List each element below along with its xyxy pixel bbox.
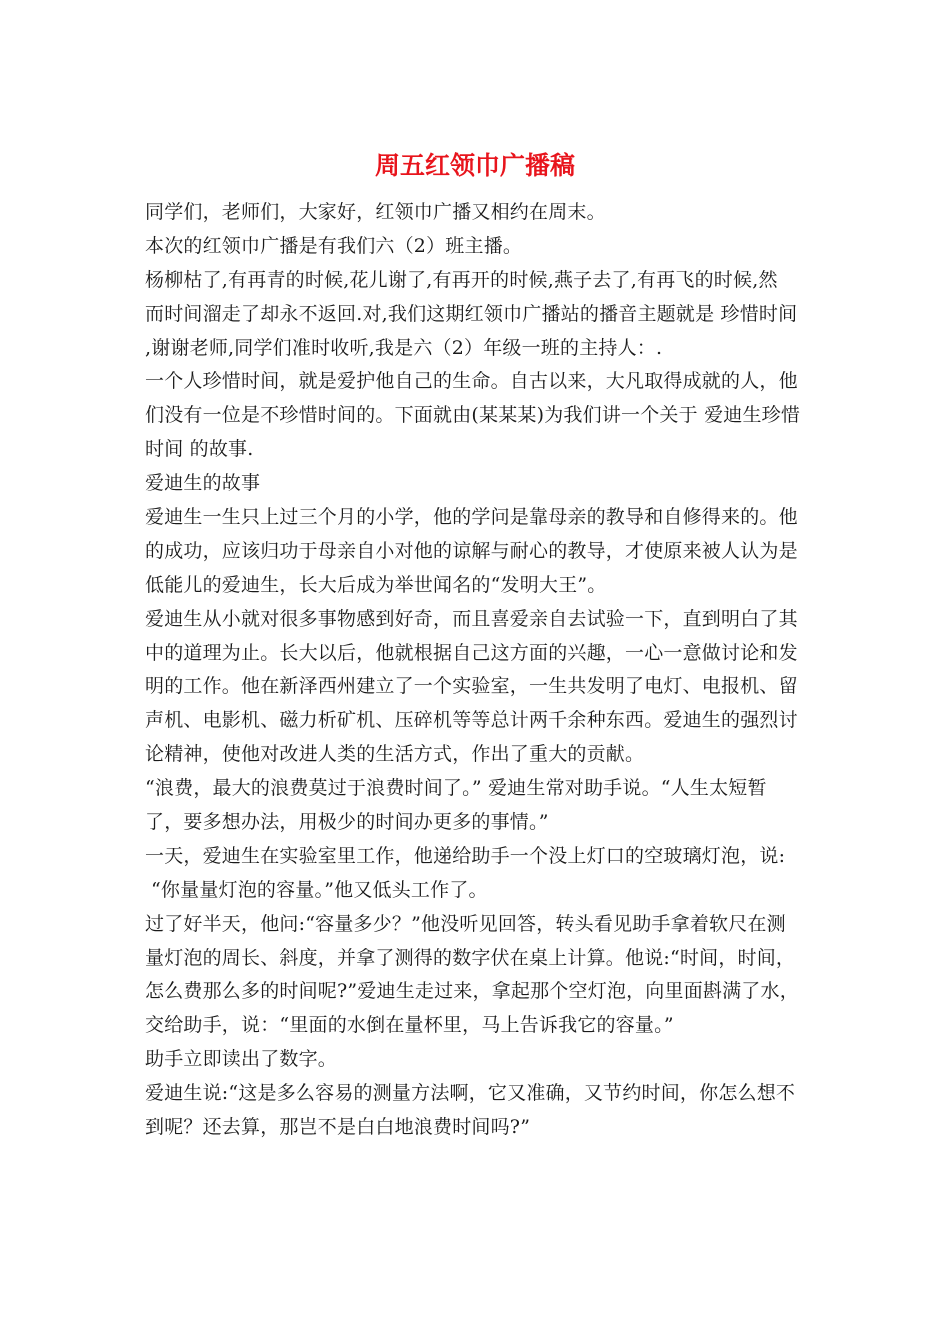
- body-line: 量灯泡的周长、斜度，并拿了测得的数字伏在桌上计算。他说:“时间，时间，: [145, 946, 796, 969]
- section-heading: 爱迪生的故事: [145, 472, 261, 495]
- document-body: [145, 196, 809, 1145]
- body-line: 而时间溜走了却永不返回.对,我们这期红领巾广播站的播音主题就是 珍惜时间: [145, 302, 798, 325]
- body-line: 爱迪生说:“这是多么容易的测量方法啊，它又准确，又节约时间，你怎么想不: [145, 1082, 796, 1105]
- body-line: 过了好半天，他问:“容量多少？”他没听见回答，转头看见助手拿着软尺在测: [145, 912, 786, 935]
- body-line: 一个人珍惜时间，就是爱护他自己的生命。自古以来，大凡取得成就的人，他: [145, 370, 798, 393]
- body-line: 了，要多想办法，用极少的时间办更多的事情。”: [145, 811, 549, 834]
- body-line: 一天，爱迪生在实验室里工作，他递给助手一个没上灯口的空玻璃灯泡，说:: [145, 844, 786, 867]
- body-line: 本次的红领巾广播是有我们六（2）班主播。: [145, 234, 523, 257]
- body-line: 声机、电影机、磁力析矿机、压碎机等等总计两千余种东西。爱迪生的强烈讨: [145, 709, 798, 732]
- body-line: “你量量灯泡的容量。”他又低头工作了。: [151, 878, 488, 901]
- body-line: 爱迪生一生只上过三个月的小学，他的学问是靠母亲的教导和自修得来的。他: [145, 506, 798, 529]
- body-line: 明的工作。他在新泽西州建立了一个实验室，一生共发明了电灯、电报机、留: [145, 675, 798, 698]
- body-line: 论精神，使他对改进人类的生活方式，作出了重大的贡献。: [145, 743, 645, 766]
- body-line: ,谢谢老师,同学们准时收听,我是六（2）年级一班的主持人：.: [145, 336, 663, 359]
- body-line: 交给助手，说：“里面的水倒在量杯里，马上告诉我它的容量。”: [145, 1014, 674, 1037]
- body-line: 到呢？还去算，那岂不是白白地浪费时间吗?”: [145, 1116, 531, 1139]
- body-line: 们没有一位是不珍惜时间的。下面就由(某某某)为我们讲一个关于 爱迪生珍惜: [145, 404, 801, 427]
- body-line: 的成功，应该归功于母亲自小对他的谅解与耐心的教导，才使原来被人认为是: [145, 539, 798, 562]
- body-line: 怎么费那么多的时间呢?”爱迪生走过来，拿起那个空灯泡，向里面斟满了水，: [145, 980, 799, 1003]
- document-title: 周五红领巾广播稿: [374, 151, 575, 180]
- body-line: 杨柳枯了,有再青的时候,花儿谢了,有再开的时候,燕子去了,有再飞的时候,然: [145, 268, 778, 291]
- body-line: 中的道理为止。长大以后，他就根据自己这方面的兴趣，一心一意做讨论和发: [145, 641, 798, 664]
- body-line: 时间 的故事.: [145, 438, 254, 461]
- body-line: 助手立即读出了数字。: [145, 1048, 338, 1071]
- body-line: 低能儿的爱迪生，长大后成为举世闻名的“发明大王”。: [145, 573, 607, 596]
- body-line: 爱迪生从小就对很多事物感到好奇，而且喜爱亲自去试验一下，直到明白了其: [145, 607, 798, 630]
- body-line: 同学们，老师们，大家好，红领巾广播又相约在周末。: [145, 201, 606, 223]
- body-line: “浪费，最大的浪费莫过于浪费时间了。” 爱迪生常对助手说。“人生太短暂: [145, 777, 767, 800]
